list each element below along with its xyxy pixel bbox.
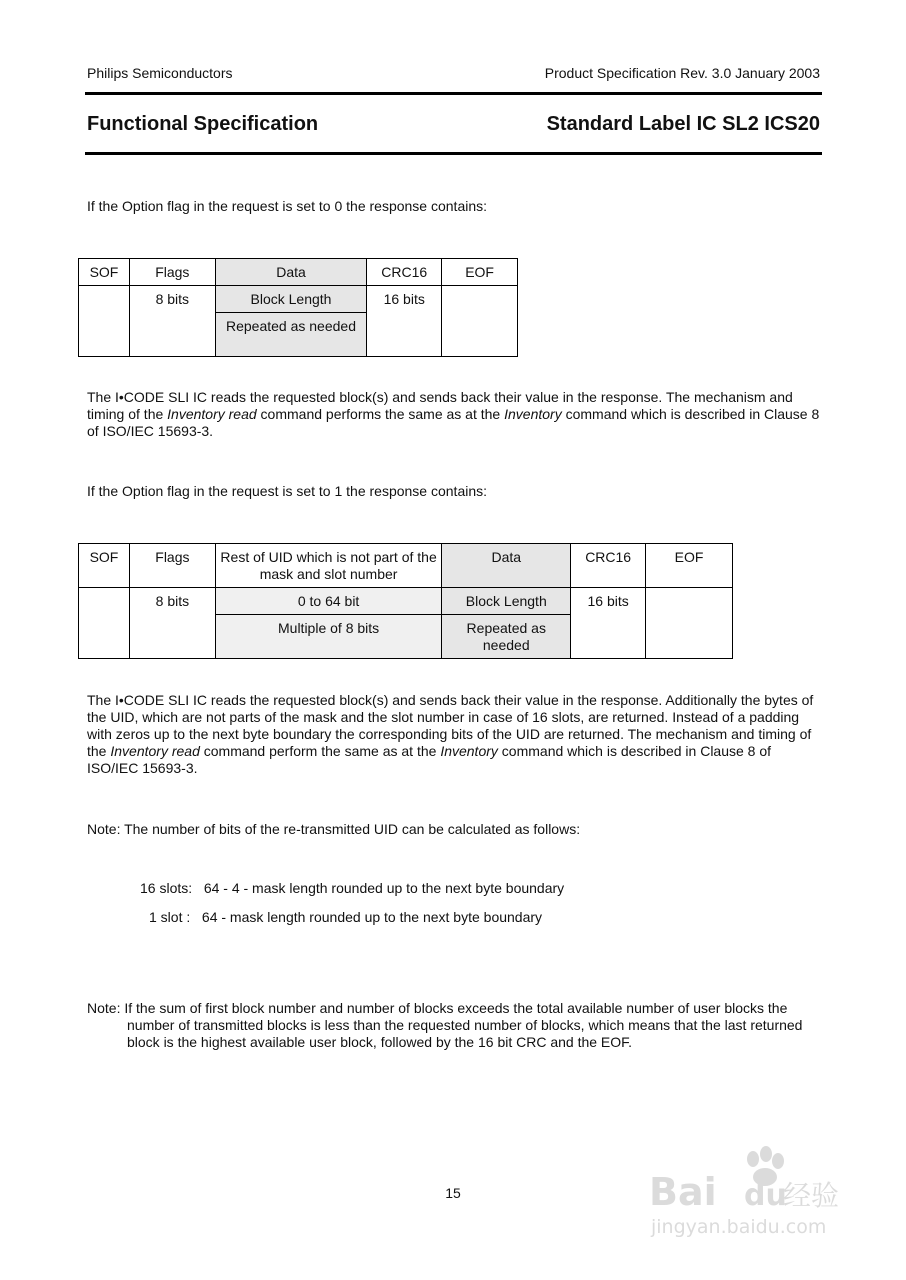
text-italic: Inventory read [167, 406, 257, 422]
cell-crc-bits: 16 bits [367, 286, 442, 357]
cell-sof-empty [79, 588, 130, 659]
cell-block-length: Block Length [442, 588, 571, 615]
cell-repeated: Repeated as needed [215, 313, 367, 357]
header-rule-bottom [85, 152, 822, 155]
uid-bits-note: Note: The number of bits of the re-transmitted UID can be calculated as follows: [87, 821, 581, 837]
formula-1-slot [149, 909, 542, 925]
company-name: Philips Semiconductors [87, 65, 233, 81]
text-italic: Inventory [440, 743, 498, 759]
cell-multiple-8: Multiple of 8 bits [215, 615, 442, 659]
text-run: command which is described in Clause 8 of ISO/IEC 15693-3. [87, 743, 772, 776]
section-title: Functional Specification [87, 113, 319, 135]
spec-revision: Product Specification Rev. 3.0 January 2003 [544, 65, 820, 81]
watermark-brand: Bai [649, 1170, 717, 1214]
col-sof: SOF [79, 259, 130, 286]
col-flags: Flags [129, 544, 215, 588]
col-data: Data [215, 259, 367, 286]
text-run: The I•CODE SLI IC reads the requested block(s) and sends back their value in the response. The mechanism and timing of the [87, 389, 793, 422]
cell-block-length: Block Length [215, 286, 367, 313]
response-table-option-1 [78, 543, 733, 659]
cell-flags-bits: 8 bits [129, 588, 215, 659]
option-flag-0-intro: If the Option flag in the request is set to 0 the response contains: [87, 198, 488, 214]
formula-text: 64 - mask length rounded up to the next byte boundary [201, 909, 543, 925]
text-italic: Inventory [504, 406, 562, 422]
page-number: 15 [445, 1185, 461, 1201]
cell-crc-bits: 16 bits [571, 588, 646, 659]
col-eof: EOF [442, 259, 518, 286]
read-description-2 [87, 692, 822, 777]
response-table-option-0 [78, 258, 518, 357]
read-description-1 [87, 389, 827, 440]
header-rule-top [85, 92, 822, 95]
cell-flags-bits: 8 bits [129, 286, 215, 357]
col-data: Data [442, 544, 571, 588]
cell-repeated: Repeated as needed [442, 615, 571, 659]
formula-label: 16 slots: [140, 880, 193, 896]
col-crc16: CRC16 [367, 259, 442, 286]
watermark-cn: 经验 [783, 1179, 840, 1212]
text-italic: Inventory read [110, 743, 200, 759]
cell-sof-empty [79, 286, 130, 357]
cell-rest-bits: 0 to 64 bit [215, 588, 442, 615]
col-rest-uid: Rest of UID which is not part of the mask and slot number [215, 544, 442, 588]
block-count-note: Note: If the sum of first block number and number of blocks exceeds the total available number of user blocks the number of transmitted blocks is less than the requested number of blocks, which means that the last returned block is the highest available user block, followed by the 16 bit CRC and the EOF. [87, 1000, 803, 1050]
option-flag-1-intro: If the Option flag in the request is set to 1 the response contains: [87, 483, 488, 499]
text-run: command perform the same as at the [199, 743, 441, 759]
text-run: command performs the same as at the [256, 406, 505, 422]
document-title: Standard Label IC SL2 ICS20 [546, 113, 820, 135]
col-crc16: CRC16 [571, 544, 646, 588]
baidu-watermark [641, 1145, 851, 1240]
watermark-brand-du: du [744, 1178, 787, 1213]
formula-label: 1 slot : [149, 909, 191, 925]
formula-16-slots [140, 880, 564, 896]
cell-eof-empty [646, 588, 733, 659]
text-run: command which is described in Clause 8 of ISO/IEC 15693-3. [87, 406, 820, 439]
col-flags: Flags [129, 259, 215, 286]
formula-text: 64 - 4 - mask length rounded up to the next byte boundary [203, 880, 565, 896]
text-run: The I•CODE SLI IC reads the requested block(s) and sends back their value in the response. Additionally the bytes of the UID, which are not parts of the mask and the slot number in case of 16 slots, are returned. Instead of a padding with zeros up to the next byte boundary the corresponding bits of the UID are returned. The mechanism and timing of the [87, 692, 814, 759]
col-sof: SOF [79, 544, 130, 588]
col-eof: EOF [646, 544, 733, 588]
watermark-url: jingyan.baidu.com [651, 1216, 827, 1238]
cell-eof-empty [442, 286, 518, 357]
